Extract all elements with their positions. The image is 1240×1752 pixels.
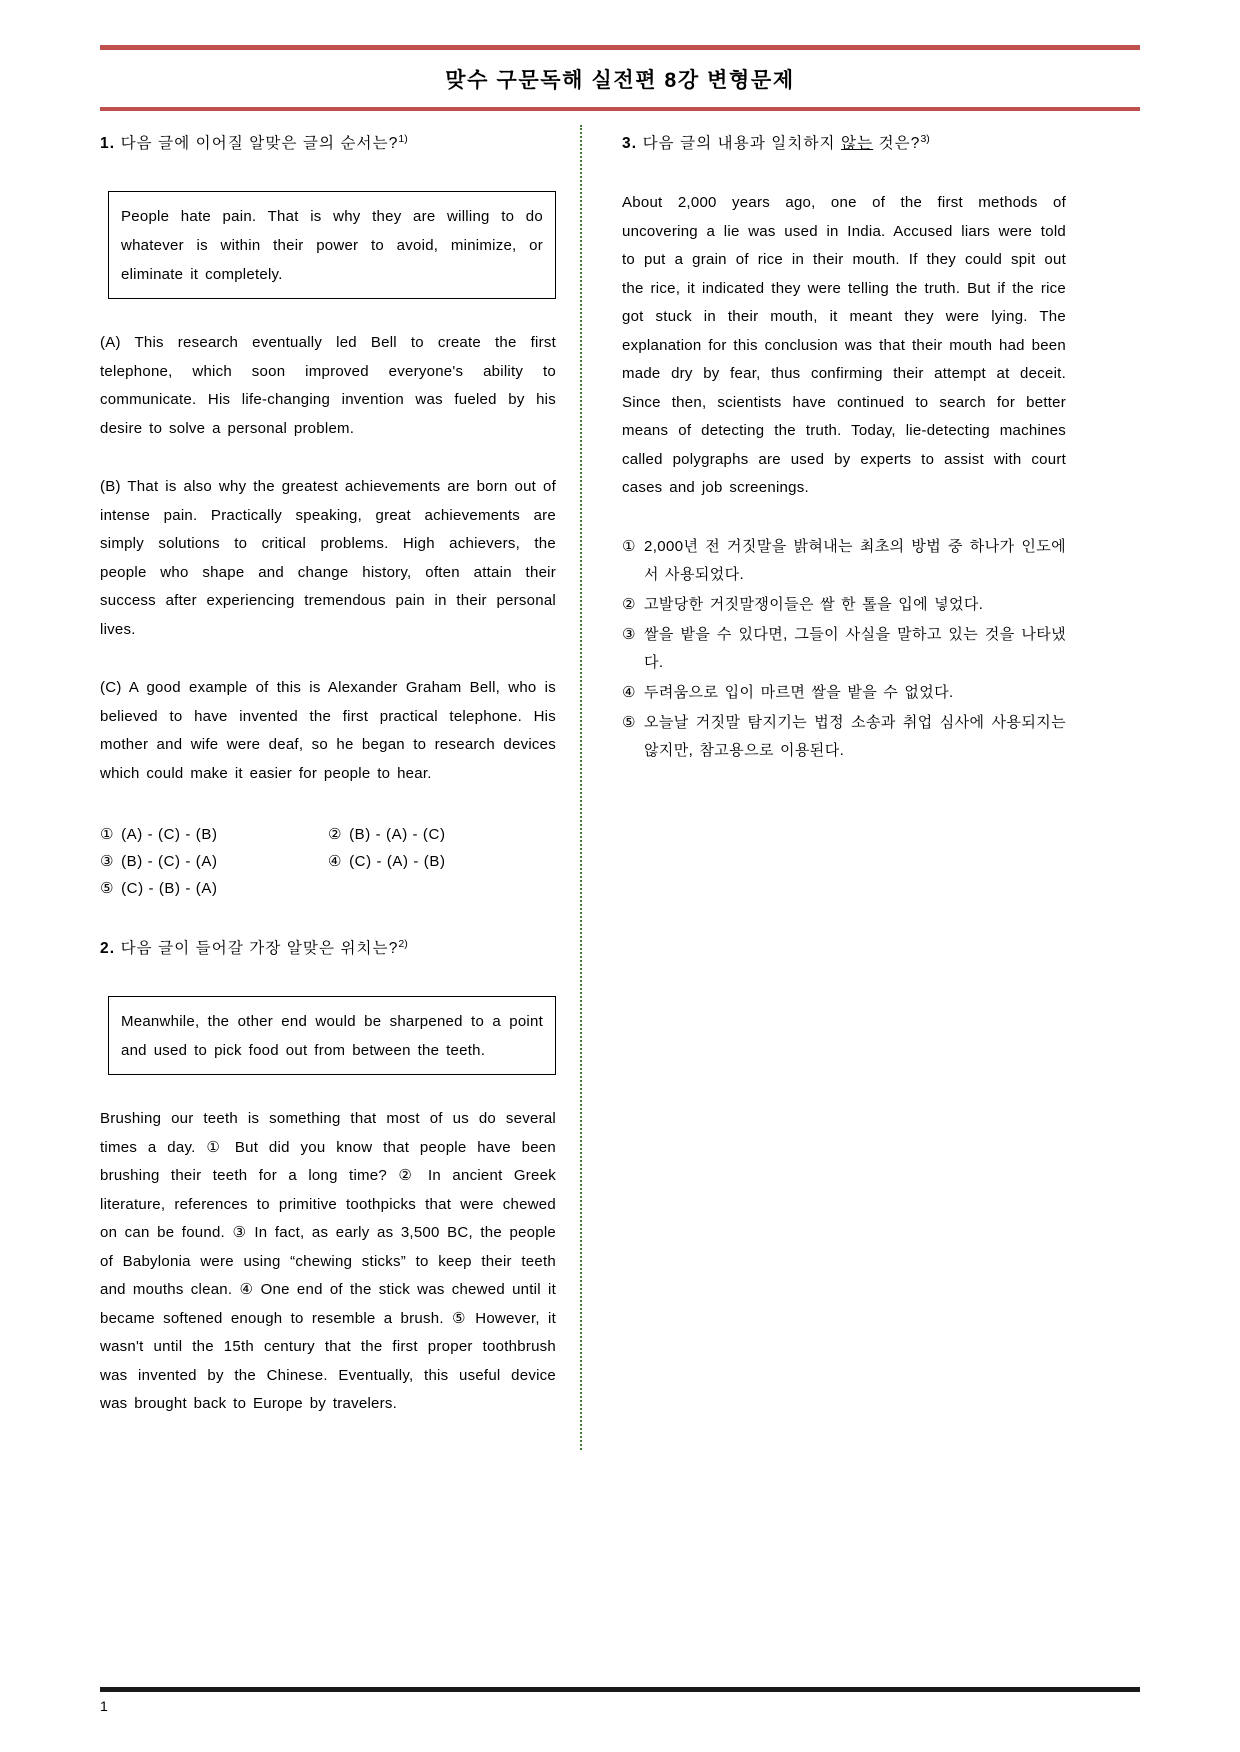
question-1-choice-4[interactable]: [328, 848, 556, 875]
question-1-footnote: 1): [398, 132, 408, 145]
question-1-box-wrapper: [108, 191, 556, 299]
question-2-heading: [100, 936, 556, 958]
choice-label: (A) - (C) - (B): [121, 826, 218, 843]
question-3-choice-5[interactable]: [622, 709, 1066, 765]
question-3-prompt-after: 것은?: [878, 135, 921, 152]
question-3-choice-1[interactable]: [622, 533, 1066, 589]
question-3-choice-3[interactable]: [622, 621, 1066, 677]
question-3-footnote: 3): [920, 132, 930, 145]
question-1-choice-row-3: [100, 875, 556, 902]
question-2-boxed-text: Meanwhile, the other end would be sharpened to a point and used to pick food out from between the teeth.: [121, 1013, 543, 1059]
question-3-paragraph: About 2,000 years ago, one of the first methods of uncovering a lie was used in India. Accused liars were told to put a grain of rice in their mouth. If they could spit out the rice, it indicated they were telling the truth. But if the rice got stuck in their mouth, it meant they were lying. The explanation for this conclusion was that their mouth had been made dry by fear, thus confirming their attempt at deceit. Since then, scientists have continued to search for better means of detecting the truth. Today, lie-detecting machines called polygraphs are used by experts to assist with court cases and job screenings.: [622, 194, 1066, 496]
question-2-number: 2.: [100, 940, 116, 957]
choice-label: 고발당한 거짓말쟁이들은 쌀 한 톨을 입에 넣었다.: [644, 595, 984, 613]
question-2-box-wrapper: [108, 996, 556, 1075]
question-2-footnote: 2): [398, 937, 408, 950]
question-2-boxed-passage: [108, 996, 556, 1075]
question-1-number: 1.: [100, 135, 116, 152]
question-1-heading: [100, 131, 556, 153]
choice-label: 2,000년 전 거짓말을 밝혀내는 최초의 방법 중 하나가 인도에서 사용되었다.: [644, 537, 1066, 583]
column-right: [596, 125, 1066, 1455]
column-left: [100, 125, 570, 1455]
question-1-choice-5[interactable]: [100, 875, 328, 902]
header-bottom-rule: [100, 107, 1140, 111]
question-1-choices: [100, 821, 556, 902]
question-3-choice-4[interactable]: [622, 679, 1066, 707]
choice-marker: ④: [622, 683, 636, 701]
choice-label: 두려움으로 입이 마르면 쌀을 밭을 수 없었다.: [644, 683, 954, 701]
question-3-prompt-before: 다음 글의 내용과 일치하지: [642, 135, 836, 152]
choice-label: 오늘날 거짓말 탐지기는 법정 소송과 취업 심사에 사용되지는 않지만, 참고용으로 이용된다.: [644, 713, 1066, 759]
choice-marker: ④: [328, 853, 343, 870]
choice-label: (C) - (A) - (B): [349, 853, 446, 870]
question-3-choice-2[interactable]: [622, 591, 1066, 619]
page-title: 맞수 구문독해 실전편 8강 변형문제: [445, 69, 795, 92]
choice-marker: ③: [622, 625, 636, 643]
choice-label: (B) - (A) - (C): [349, 826, 446, 843]
choice-marker: ⑤: [100, 880, 115, 897]
question-3-number: 3.: [622, 135, 638, 152]
question-2-prompt: 다음 글이 들어갈 가장 알맞은 위치는?: [120, 940, 399, 957]
question-1-paragraph-b: (B) That is also why the greatest achievements are born out of intense pain. Practically speaking, great achievements are simply solutions to critical problems. High achievers, the people who shape and change history, often attain their success after experiencing tremendous pain in their personal lives.: [100, 478, 556, 638]
question-3-choices: [622, 533, 1066, 765]
question-3-heading: [622, 131, 1066, 153]
choice-marker: ②: [622, 595, 636, 613]
question-1-choice-spacer: [328, 875, 556, 902]
question-1-choice-3[interactable]: [100, 848, 328, 875]
choice-label: 쌀을 밭을 수 있다면, 그들이 사실을 말하고 있는 것을 나타냈다.: [644, 625, 1066, 671]
choice-marker: ①: [622, 537, 636, 555]
question-3-prompt-underlined: 않는: [841, 135, 874, 152]
column-divider: [580, 125, 584, 1450]
question-1-boxed-text: People hate pain. That is why they are willing to do whatever is within their power to avoid, minimize, or eliminate it completely.: [121, 208, 543, 283]
question-1-choice-row-2: [100, 848, 556, 875]
choice-label: (B) - (C) - (A): [121, 853, 218, 870]
page-footer: [100, 1687, 1140, 1714]
question-1-paragraph-c: (C) A good example of this is Alexander Graham Bell, who is believed to have invented the first practical telephone. His mother and wife were deaf, so he began to research devices which could make it easier for people to hear.: [100, 679, 556, 782]
question-1-choice-1[interactable]: [100, 821, 328, 848]
question-1-paragraph-a: (A) This research eventually led Bell to create the first telephone, which soon improved everyone's ability to communicate. His life-changing invention was fueled by his desire to solve a personal problem.: [100, 334, 556, 437]
choice-marker: ①: [100, 826, 115, 843]
question-2-paragraph: Brushing our teeth is something that most of us do several times a day. ① But did you know that people have been brushing their teeth for a long time? ② In ancient Greek literature, references to primitive toothpicks that were chewed on can be found. ③ In fact, as early as 3,500 BC, the people of Babylonia were using “chewing sticks” to keep their teeth and mouths clean. ④ One end of the stick was chewed until it became softened enough to resemble a brush. ⑤ However, it wasn't until the 15th century that the first proper toothbrush was invented by the Chinese. Eventually, this useful device was brought back to Europe by travelers.: [100, 1110, 556, 1412]
page-number: 1: [100, 1698, 109, 1714]
question-1-prompt: 다음 글에 이어질 알맞은 글의 순서는?: [120, 135, 399, 152]
choice-marker: ⑤: [622, 713, 636, 731]
question-1-boxed-passage: [108, 191, 556, 299]
choice-label: (C) - (B) - (A): [121, 880, 218, 897]
choice-marker: ③: [100, 853, 115, 870]
question-1-choice-row-1: [100, 821, 556, 848]
two-column-body: [100, 125, 1140, 1455]
choice-marker: ②: [328, 826, 343, 843]
question-1-choice-2[interactable]: [328, 821, 556, 848]
